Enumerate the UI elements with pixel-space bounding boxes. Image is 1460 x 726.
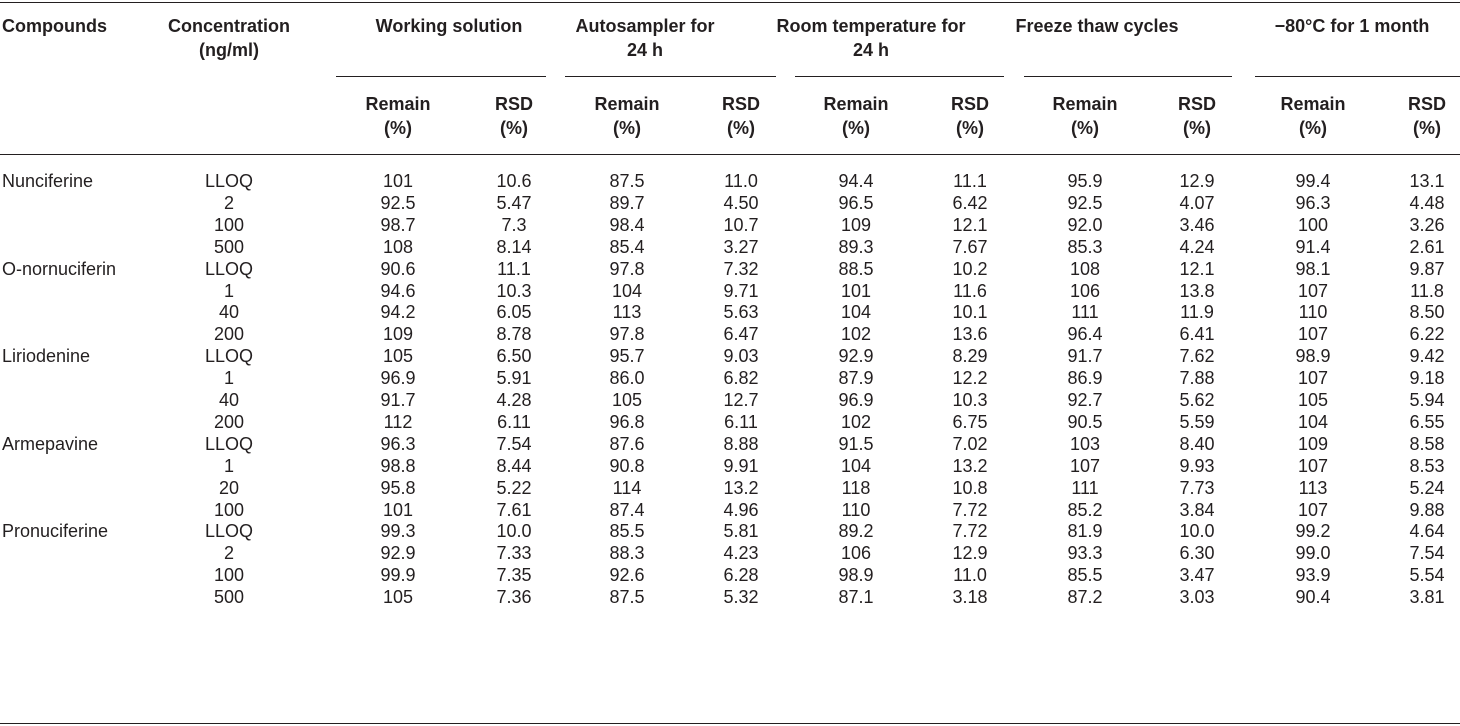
value-cell: 11.9 bbox=[1180, 302, 1214, 323]
value-cell: 9.87 bbox=[1409, 258, 1445, 279]
value-cell: 11.1 bbox=[497, 258, 531, 279]
value-cell: 95.7 bbox=[609, 346, 645, 367]
value-cell: 12.1 bbox=[1179, 258, 1215, 279]
value-cell: 3.18 bbox=[952, 587, 988, 608]
value-cell: 89.2 bbox=[838, 521, 874, 542]
value-cell: 104 bbox=[1297, 411, 1329, 432]
value-cell: 91.4 bbox=[1295, 236, 1331, 257]
value-cell: 9.91 bbox=[723, 455, 759, 476]
value-cell: 5.81 bbox=[723, 521, 759, 542]
value-cell: 87.1 bbox=[838, 587, 874, 608]
value-cell: 91.7 bbox=[380, 390, 416, 410]
compound-name: Nunciferine bbox=[2, 171, 94, 191]
value-cell: 85.4 bbox=[609, 236, 645, 257]
compound-name: Armepavine bbox=[2, 433, 99, 454]
value-cell: 8.78 bbox=[496, 324, 532, 345]
value-cell: 3.47 bbox=[1179, 565, 1215, 586]
subheader-remain-1: Remain (%) bbox=[365, 94, 431, 138]
value-cell: 97.8 bbox=[609, 258, 645, 279]
value-cell: 6.11 bbox=[724, 411, 758, 432]
subheader-rsd-3: RSD (%) bbox=[950, 94, 989, 138]
value-cell: 98.4 bbox=[609, 214, 645, 235]
value-cell: 8.14 bbox=[496, 236, 532, 257]
value-cell: 7.88 bbox=[1179, 368, 1215, 389]
value-cell: 109 bbox=[1297, 433, 1329, 454]
value-cell: 7.61 bbox=[496, 499, 532, 520]
value-cell: 100 bbox=[1297, 214, 1329, 235]
value-cell: 5.54 bbox=[1409, 565, 1445, 586]
value-cell: 92.9 bbox=[838, 346, 874, 367]
value-cell: 11.0 bbox=[953, 565, 987, 586]
subheader-remain-4: Remain (%) bbox=[1052, 94, 1118, 138]
value-cell: 101 bbox=[840, 280, 872, 301]
value-cell: 85.2 bbox=[1067, 499, 1103, 520]
value-cell: 99.2 bbox=[1295, 521, 1331, 542]
value-cell: 105 bbox=[382, 346, 414, 367]
value-cell: 6.28 bbox=[723, 565, 759, 586]
value-cell: 107 bbox=[1297, 455, 1329, 476]
value-cell: 106 bbox=[840, 543, 872, 564]
value-cell: 96.5 bbox=[838, 192, 874, 213]
value-cell: 4.64 bbox=[1409, 521, 1445, 542]
concentration-cell: LLOQ bbox=[204, 433, 254, 454]
value-cell: 98.9 bbox=[838, 565, 874, 586]
value-cell: 91.7 bbox=[1067, 346, 1103, 367]
value-cell: 10.1 bbox=[952, 302, 988, 323]
value-cell: 11.6 bbox=[953, 280, 987, 301]
value-cell: 87.5 bbox=[609, 171, 645, 191]
value-cell: 98.7 bbox=[380, 214, 416, 235]
value-cell: 9.93 bbox=[1179, 455, 1215, 476]
value-cell: 4.23 bbox=[723, 543, 759, 564]
value-cell: 99.3 bbox=[380, 521, 416, 542]
value-cell: 5.94 bbox=[1409, 390, 1445, 410]
value-cell: 107 bbox=[1297, 324, 1329, 345]
value-cell: 112 bbox=[383, 411, 413, 432]
value-cell: 96.9 bbox=[380, 368, 416, 389]
subheader-remain-3: Remain (%) bbox=[823, 94, 889, 138]
value-cell: 96.8 bbox=[609, 411, 645, 432]
concentration-cell: 1 bbox=[223, 280, 234, 301]
concentration-cell: 500 bbox=[213, 236, 245, 257]
value-cell: 104 bbox=[611, 280, 643, 301]
value-cell: 9.03 bbox=[723, 346, 759, 367]
value-cell: 96.3 bbox=[380, 433, 416, 454]
value-cell: 92.7 bbox=[1067, 390, 1103, 410]
value-cell: 9.42 bbox=[1409, 346, 1445, 367]
value-cell: 92.9 bbox=[380, 543, 416, 564]
value-cell: 5.24 bbox=[1409, 477, 1445, 498]
concentration-cell: 100 bbox=[213, 499, 245, 520]
value-cell: 91.5 bbox=[838, 433, 874, 454]
value-cell: 88.3 bbox=[609, 543, 645, 564]
value-cell: 10.0 bbox=[1179, 521, 1215, 542]
value-cell: 107 bbox=[1297, 499, 1329, 520]
value-cell: 6.11 bbox=[497, 411, 531, 432]
concentration-cell: 1 bbox=[223, 455, 234, 476]
value-cell: 97.8 bbox=[609, 324, 645, 345]
value-cell: 7.54 bbox=[1409, 543, 1445, 564]
group-underline-5 bbox=[1255, 76, 1460, 77]
top-rule bbox=[0, 2, 1460, 3]
value-cell: 88.5 bbox=[838, 258, 874, 279]
value-cell: 87.4 bbox=[609, 499, 645, 520]
value-cell: 7.54 bbox=[496, 433, 532, 454]
value-cell: 7.35 bbox=[496, 565, 532, 586]
value-cell: 8.44 bbox=[496, 455, 532, 476]
concentration-cell: 100 bbox=[213, 565, 245, 586]
value-cell: 86.0 bbox=[609, 368, 645, 389]
value-cell: 5.63 bbox=[723, 302, 759, 323]
value-cell: 7.62 bbox=[1179, 346, 1215, 367]
value-cell: 103 bbox=[1069, 433, 1101, 454]
value-cell: 13.2 bbox=[723, 477, 759, 498]
concentration-cell: 40 bbox=[218, 302, 240, 323]
value-cell: 87.5 bbox=[609, 587, 645, 608]
value-cell: 99.9 bbox=[380, 565, 416, 586]
value-cell: 6.05 bbox=[496, 302, 532, 323]
value-cell: 96.3 bbox=[1295, 192, 1331, 213]
value-cell: 8.50 bbox=[1409, 302, 1445, 323]
value-cell: 13.6 bbox=[952, 324, 988, 345]
value-cell: 114 bbox=[612, 477, 642, 498]
group-underline-1 bbox=[336, 76, 546, 77]
value-cell: 90.8 bbox=[609, 455, 645, 476]
value-cell: 6.30 bbox=[1179, 543, 1215, 564]
value-cell: 7.02 bbox=[952, 433, 988, 454]
value-cell: 94.4 bbox=[838, 171, 874, 191]
value-cell: 87.2 bbox=[1067, 587, 1103, 608]
value-cell: 9.88 bbox=[1409, 499, 1445, 520]
value-cell: 113 bbox=[612, 302, 642, 323]
value-cell: 7.73 bbox=[1179, 477, 1215, 498]
value-cell: 7.32 bbox=[723, 258, 759, 279]
concentration-cell: 2 bbox=[223, 543, 234, 564]
value-cell: 90.5 bbox=[1067, 411, 1103, 432]
value-cell: 10.6 bbox=[496, 171, 532, 191]
value-cell: 108 bbox=[1069, 258, 1101, 279]
value-cell: 4.24 bbox=[1179, 236, 1215, 257]
value-cell: 81.9 bbox=[1067, 521, 1103, 542]
subheader-rsd-1: RSD (%) bbox=[494, 94, 533, 138]
value-cell: 8.29 bbox=[952, 346, 988, 367]
value-cell: 108 bbox=[382, 236, 414, 257]
value-cell: 7.36 bbox=[496, 587, 532, 608]
value-cell: 6.41 bbox=[1179, 324, 1215, 345]
value-cell: 102 bbox=[840, 411, 872, 432]
subheader-rsd-2: RSD (%) bbox=[721, 94, 760, 138]
value-cell: 109 bbox=[840, 214, 872, 235]
compound-name: Pronuciferine bbox=[2, 521, 109, 542]
header-bottom-rule bbox=[0, 154, 1460, 155]
value-cell: 101 bbox=[382, 499, 414, 520]
value-cell: 9.71 bbox=[723, 280, 759, 301]
value-cell: 105 bbox=[611, 390, 643, 410]
value-cell: 118 bbox=[841, 477, 871, 498]
value-cell: 111 bbox=[1071, 477, 1099, 498]
value-cell: 6.55 bbox=[1409, 411, 1445, 432]
value-cell: 8.53 bbox=[1409, 455, 1445, 476]
value-cell: 99.0 bbox=[1295, 543, 1331, 564]
value-cell: 95.9 bbox=[1067, 171, 1103, 191]
value-cell: 6.47 bbox=[723, 324, 759, 345]
value-cell: 10.3 bbox=[496, 280, 532, 301]
value-cell: 5.22 bbox=[496, 477, 532, 498]
header-group-5: −80°C for 1 month bbox=[1274, 16, 1430, 36]
concentration-cell: LLOQ bbox=[204, 171, 254, 191]
value-cell: 7.72 bbox=[952, 521, 988, 542]
value-cell: 10.8 bbox=[952, 477, 988, 498]
value-cell: 4.28 bbox=[496, 390, 532, 410]
value-cell: 12.1 bbox=[952, 214, 988, 235]
value-cell: 13.2 bbox=[952, 455, 988, 476]
value-cell: 98.1 bbox=[1295, 258, 1331, 279]
value-cell: 12.9 bbox=[952, 543, 988, 564]
value-cell: 10.3 bbox=[952, 390, 988, 410]
value-cell: 6.42 bbox=[952, 192, 988, 213]
subheader-rsd-5: RSD (%) bbox=[1407, 94, 1446, 138]
value-cell: 12.2 bbox=[952, 368, 988, 389]
value-cell: 86.9 bbox=[1067, 368, 1103, 389]
value-cell: 9.18 bbox=[1409, 368, 1445, 389]
value-cell: 10.0 bbox=[496, 521, 532, 542]
value-cell: 101 bbox=[382, 171, 414, 191]
concentration-cell: 500 bbox=[213, 587, 245, 608]
value-cell: 94.2 bbox=[380, 302, 416, 323]
value-cell: 5.59 bbox=[1179, 411, 1215, 432]
value-cell: 95.8 bbox=[380, 477, 416, 498]
bottom-rule bbox=[0, 723, 1460, 724]
compound-name: O-nornuciferin bbox=[2, 258, 117, 279]
header-group-4: Freeze thaw cycles bbox=[1015, 16, 1179, 36]
value-cell: 92.5 bbox=[1067, 192, 1103, 213]
concentration-cell: 100 bbox=[213, 214, 245, 235]
concentration-cell: 40 bbox=[218, 390, 240, 410]
value-cell: 85.5 bbox=[1067, 565, 1103, 586]
value-cell: 107 bbox=[1069, 455, 1101, 476]
value-cell: 2.61 bbox=[1409, 236, 1445, 257]
value-cell: 92.0 bbox=[1067, 214, 1103, 235]
value-cell: 10.2 bbox=[952, 258, 988, 279]
value-cell: 4.50 bbox=[723, 192, 759, 213]
value-cell: 87.6 bbox=[609, 433, 645, 454]
value-cell: 13.8 bbox=[1179, 280, 1215, 301]
value-cell: 113 bbox=[1298, 477, 1328, 498]
concentration-cell: LLOQ bbox=[204, 346, 254, 367]
value-cell: 106 bbox=[1069, 280, 1101, 301]
value-cell: 12.7 bbox=[723, 390, 759, 410]
subheader-remain-2: Remain (%) bbox=[594, 94, 660, 138]
value-cell: 94.6 bbox=[380, 280, 416, 301]
concentration-cell: 200 bbox=[213, 324, 245, 345]
value-cell: 104 bbox=[840, 302, 872, 323]
value-cell: 96.4 bbox=[1067, 324, 1103, 345]
value-cell: 93.3 bbox=[1067, 543, 1103, 564]
concentration-cell: 200 bbox=[213, 411, 245, 432]
group-underline-2 bbox=[565, 76, 776, 77]
value-cell: 107 bbox=[1297, 368, 1329, 389]
value-cell: 99.4 bbox=[1295, 171, 1331, 191]
value-cell: 10.7 bbox=[723, 214, 759, 235]
value-cell: 105 bbox=[382, 587, 414, 608]
value-cell: 6.22 bbox=[1409, 324, 1445, 345]
compound-name: Liriodenine bbox=[2, 346, 91, 367]
value-cell: 7.72 bbox=[952, 499, 988, 520]
value-cell: 5.62 bbox=[1179, 390, 1215, 410]
value-cell: 3.84 bbox=[1179, 499, 1215, 520]
value-cell: 6.82 bbox=[723, 368, 759, 389]
header-group-2: Autosampler for 24 h bbox=[575, 16, 715, 60]
value-cell: 8.58 bbox=[1409, 433, 1445, 454]
value-cell: 89.7 bbox=[609, 192, 645, 213]
value-cell: 102 bbox=[840, 324, 872, 345]
value-cell: 7.33 bbox=[496, 543, 532, 564]
header-group-1: Working solution bbox=[375, 16, 523, 36]
value-cell: 7.67 bbox=[952, 236, 988, 257]
value-cell: 6.75 bbox=[952, 411, 988, 432]
concentration-cell: 1 bbox=[223, 368, 234, 389]
value-cell: 92.6 bbox=[609, 565, 645, 586]
header-compounds: Compounds bbox=[2, 16, 107, 36]
value-cell: 3.03 bbox=[1179, 587, 1215, 608]
value-cell: 4.96 bbox=[723, 499, 759, 520]
value-cell: 109 bbox=[382, 324, 414, 345]
value-cell: 3.26 bbox=[1409, 214, 1445, 235]
concentration-cell: 20 bbox=[218, 477, 240, 498]
value-cell: 110 bbox=[841, 499, 871, 520]
concentration-cell: LLOQ bbox=[204, 258, 254, 279]
value-cell: 89.3 bbox=[838, 236, 874, 257]
value-cell: 104 bbox=[840, 455, 872, 476]
header-group-3: Room temperature for 24 h bbox=[776, 16, 966, 60]
value-cell: 6.50 bbox=[496, 346, 532, 367]
value-cell: 90.4 bbox=[1295, 587, 1331, 608]
value-cell: 85.3 bbox=[1067, 236, 1103, 257]
value-cell: 11.0 bbox=[724, 171, 758, 191]
value-cell: 96.9 bbox=[838, 390, 874, 410]
value-cell: 107 bbox=[1297, 280, 1329, 301]
value-cell: 98.8 bbox=[380, 455, 416, 476]
value-cell: 13.1 bbox=[1409, 171, 1445, 191]
value-cell: 5.47 bbox=[496, 192, 532, 213]
value-cell: 85.5 bbox=[609, 521, 645, 542]
value-cell: 4.48 bbox=[1409, 192, 1445, 213]
value-cell: 7.3 bbox=[501, 214, 527, 235]
value-cell: 3.27 bbox=[723, 236, 759, 257]
subheader-remain-5: Remain (%) bbox=[1280, 94, 1346, 138]
value-cell: 12.9 bbox=[1179, 171, 1215, 191]
concentration-cell: LLOQ bbox=[204, 521, 254, 542]
value-cell: 11.8 bbox=[1410, 280, 1444, 301]
header-concentration: Concentration (ng/ml) bbox=[167, 16, 290, 60]
value-cell: 5.91 bbox=[496, 368, 532, 389]
value-cell: 110 bbox=[1298, 302, 1328, 323]
value-cell: 3.81 bbox=[1409, 587, 1445, 608]
group-underline-4 bbox=[1024, 76, 1232, 77]
subheader-rsd-4: RSD (%) bbox=[1177, 94, 1216, 138]
value-cell: 98.9 bbox=[1295, 346, 1331, 367]
value-cell: 105 bbox=[1297, 390, 1329, 410]
value-cell: 8.40 bbox=[1179, 433, 1215, 454]
concentration-cell: 2 bbox=[223, 192, 234, 213]
value-cell: 92.5 bbox=[380, 192, 416, 213]
value-cell: 111 bbox=[1071, 302, 1099, 323]
value-cell: 93.9 bbox=[1295, 565, 1331, 586]
value-cell: 90.6 bbox=[380, 258, 416, 279]
value-cell: 4.07 bbox=[1179, 192, 1215, 213]
value-cell: 3.46 bbox=[1179, 214, 1215, 235]
value-cell: 87.9 bbox=[838, 368, 874, 389]
value-cell: 11.1 bbox=[953, 171, 987, 191]
group-underline-3 bbox=[795, 76, 1004, 77]
value-cell: 8.88 bbox=[723, 433, 759, 454]
value-cell: 5.32 bbox=[723, 587, 759, 608]
